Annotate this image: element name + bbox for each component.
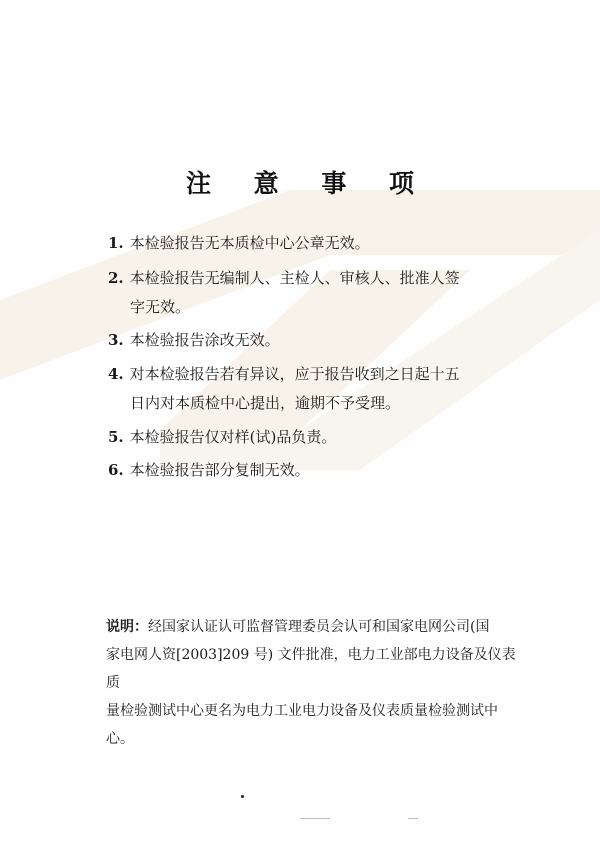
note-line-2: 家电网人资[2003]209 号) 文件批准，电力工业部电力设备及仪表质 xyxy=(106,647,516,691)
item-number: 5. xyxy=(108,428,124,446)
item-text: 对本检验报告若有异议，应于报告收到之日起十五 xyxy=(129,365,460,383)
item-number: 2. xyxy=(108,269,124,287)
page-title: 注 意 事 项 xyxy=(185,169,432,198)
note-text: 经国家认证认可监督管理委员会认可和国家电网公司(国 xyxy=(148,619,490,635)
note-label: 说明： xyxy=(106,619,148,635)
explanatory-note xyxy=(106,613,516,753)
scan-speck xyxy=(241,795,244,798)
item-text: 本检验报告部分复制无效。 xyxy=(129,461,310,479)
item-number: 1. xyxy=(108,234,124,252)
item-text: 本检验报告涂改无效。 xyxy=(129,331,280,349)
item-text: 本检验报告无本质检中心公章无效。 xyxy=(129,234,370,252)
item-text: 本检验报告仅对样(试)品负责。 xyxy=(129,428,337,446)
item-number: 3. xyxy=(108,331,124,349)
note-line-1 xyxy=(106,613,516,641)
notice-item-1 xyxy=(108,229,508,258)
scan-speck xyxy=(408,818,418,819)
notice-item-2 xyxy=(108,264,508,322)
item-number: 6. xyxy=(108,461,124,479)
notice-item-6 xyxy=(108,456,508,485)
item-text-continued: 日内对本质检中心提出，逾期不予受理。 xyxy=(130,394,401,412)
item-text: 本检验报告无编制人、主检人、审核人、批准人签 xyxy=(129,269,460,287)
item-text-continued: 字无效。 xyxy=(130,298,191,316)
notice-item-5 xyxy=(108,423,508,452)
scan-speck xyxy=(300,818,330,819)
note-line-3: 量检验测试中心更名为电力工业电力设备及仪表质量检验测试中心。 xyxy=(106,703,498,747)
item-number: 4. xyxy=(108,365,124,383)
notice-item-3 xyxy=(108,326,508,355)
notice-item-4 xyxy=(108,360,508,418)
